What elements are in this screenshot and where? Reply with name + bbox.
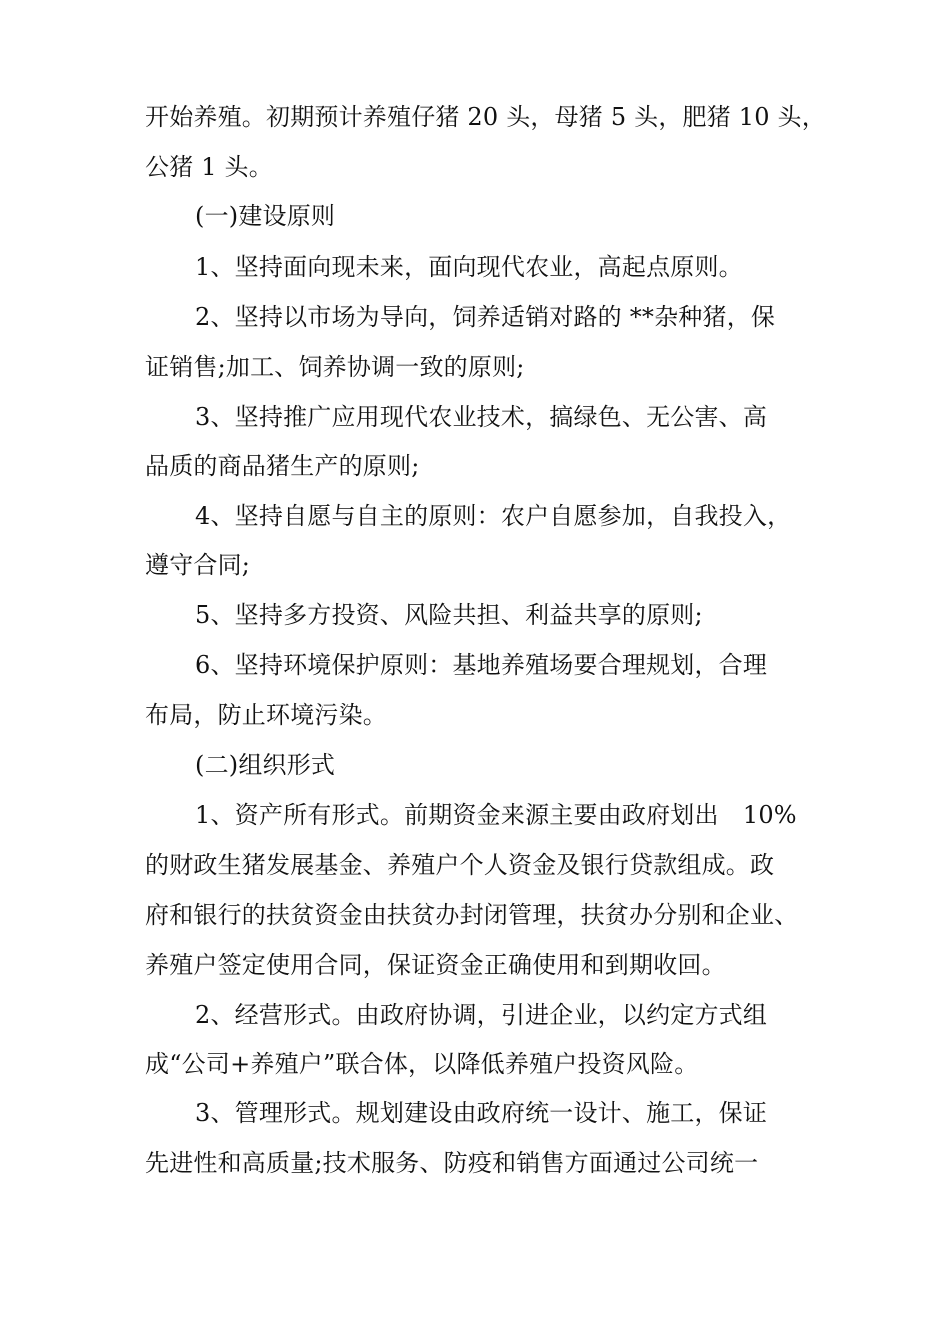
- text-line-7: 3、坚持推广应用现代农业技术，搞绿色、无公害、高: [195, 403, 768, 431]
- text-line-8: 品质的商品猪生产的原则;: [145, 452, 420, 480]
- text-line-10: 遵守合同;: [145, 551, 251, 579]
- text-line-2: 公猪 1 头。: [145, 153, 273, 181]
- text-line-11: 5、坚持多方投资、风险共担、利益共享的原则;: [195, 601, 703, 629]
- text-line-12: 6、坚持环境保护原则：基地养殖场要合理规划，合理: [195, 651, 768, 679]
- text-line-21: 3、管理形式。规划建设由政府统一设计、施工，保证: [195, 1099, 768, 1127]
- text-line-1: 开始养殖。初期预计养殖仔猪 20 头，母猪 5 头，肥猪 10 头，: [145, 103, 826, 131]
- text-line-9: 4、坚持自愿与自主的原则：农户自愿参加，自我投入，: [195, 502, 792, 530]
- text-line-15: 1、资产所有形式。前期资金来源主要由政府划出 10%: [195, 801, 797, 829]
- text-line-19: 2、经营形式。由政府协调，引进企业，以约定方式组: [195, 1001, 768, 1029]
- text-line-6: 证销售;加工、饲养协调一致的原则;: [145, 353, 525, 381]
- text-line-18: 养殖户签定使用合同，保证资金正确使用和到期收回。: [145, 951, 726, 979]
- section-heading-construction-principles: (一)建设原则: [195, 202, 336, 230]
- text-line-16: 的财政生猪发展基金、养殖户个人资金及银行贷款组成。政: [145, 851, 775, 879]
- text-line-4: 1、坚持面向现未来，面向现代农业，高起点原则。: [195, 253, 743, 281]
- text-line-17: 府和银行的扶贫资金由扶贫办封闭管理，扶贫办分别和企业、: [145, 901, 799, 929]
- section-heading-organization-form: (二)组织形式: [195, 751, 336, 779]
- text-line-20: 成“公司+养殖户”联合体，以降低养殖户投资风险。: [145, 1050, 699, 1078]
- text-line-13: 布局，防止环境污染。: [145, 701, 387, 729]
- text-line-5: 2、坚持以市场为导向，饲养适销对路的 **杂种猪，保: [195, 303, 776, 331]
- text-line-22: 先进性和高质量;技术服务、防疫和销售方面通过公司统一: [145, 1149, 759, 1177]
